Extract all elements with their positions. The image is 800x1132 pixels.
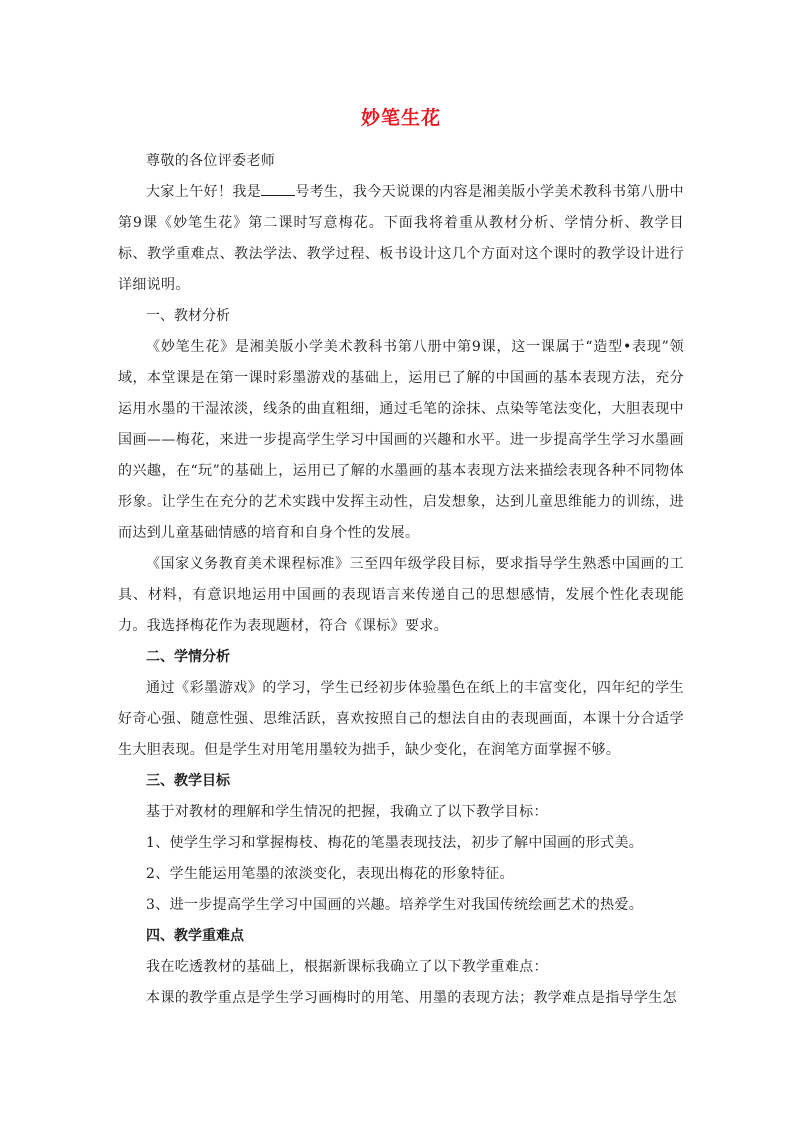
intro-paragraph: [118, 177, 684, 301]
section-heading-student-analysis: 二、学情分析: [146, 649, 230, 665]
goal-item: 3、进一步提高学生学习中国画的兴趣。培养学生对我国传统绘画艺术的热爱。: [146, 897, 644, 913]
goal-item: 2、学生能运用笔墨的浓淡变化，表现出梅花的形象特征。: [146, 866, 515, 882]
goal-item: 1、使学生学习和掌握梅枝、梅花的笔墨表现技法，初步了解中国画的形式美。: [146, 835, 644, 851]
paragraph: 本课的教学重点是学生学习画梅时的用笔、用墨的表现方法；教学难点是指导学生怎: [146, 990, 677, 1006]
salutation: 尊敬的各位评委老师: [146, 153, 276, 169]
document-page: [118, 104, 684, 1014]
difficulties-lead: 我在吃透教材的基础上，根据新课标我确立了以下教学重难点：: [146, 959, 548, 975]
section-heading-textbook-analysis: 一、教材分析: [146, 308, 230, 324]
paragraph: 通过《彩墨游戏》的学习，学生已经初步体验墨色在纸上的丰富变化，四年纪的学生好奇心强、随意性强、思维活跃，喜欢按照自己的想法自由的表现画面，本课十分合适学生大胆表现。但是学生对用笔用墨较为拙手，缺少变化，在润笔方面掌握不够。: [118, 680, 684, 758]
intro-text-before-blank: 大家上午好！我是: [146, 184, 262, 200]
paragraph: 《国家义务教育美术课程标准》三至四年级学段目标，要求指导学生熟悉中国画的工具、材料，有意识地运用中国画的表现语言来传递自己的思想感情，发展个性化表现能力。我选择梅花作为表现题材，符合《课标》要求。: [118, 556, 684, 634]
document-title: 妙笔生花: [360, 107, 441, 129]
paragraph: 《妙笔生花》是湘美版小学美术教科书第八册中第9课，这一课属于“造型•表现”领域，本堂课是在第一课时彩墨游戏的基础上，运用已了解的中国画的基本表现方法，充分运用水墨的干湿浓淡，线条的曲直粗细，通过毛笔的涂抹、点染等笔法变化，大胆表现中国画——梅花，来进一步提高学生学习中国画的兴趣和水平。进一步提高学生学习水墨画的兴趣，在“玩”的基础上，运用已了解的水墨画的基本表现方法来描绘表现各种不同物体形象。让学生在充分的艺术实践中发挥主动性，启发想象，达到儿童思维能力的训练，进而达到儿童基础情感的培育和自身个性的发展。: [118, 339, 684, 541]
goals-lead: 基于对教材的理解和学生情况的把握，我确立了以下教学目标：: [146, 804, 548, 820]
section-heading-key-difficulties: 四、教学重难点: [146, 928, 244, 944]
intro-text-after-blank: 号考生，我今天说课的内容是湘美版小学美术教科书第八册中第9课《妙笔生花》第二课时写意梅花。下面我将着重从教材分析、学情分析、教学目标、教学重难点、教法学法、教学过程、板书设计这几个方面对这个课时的教学设计进行详细说明。: [118, 184, 684, 293]
section-heading-teaching-goals: 三、教学目标: [146, 773, 230, 789]
candidate-number-blank: [261, 181, 295, 196]
